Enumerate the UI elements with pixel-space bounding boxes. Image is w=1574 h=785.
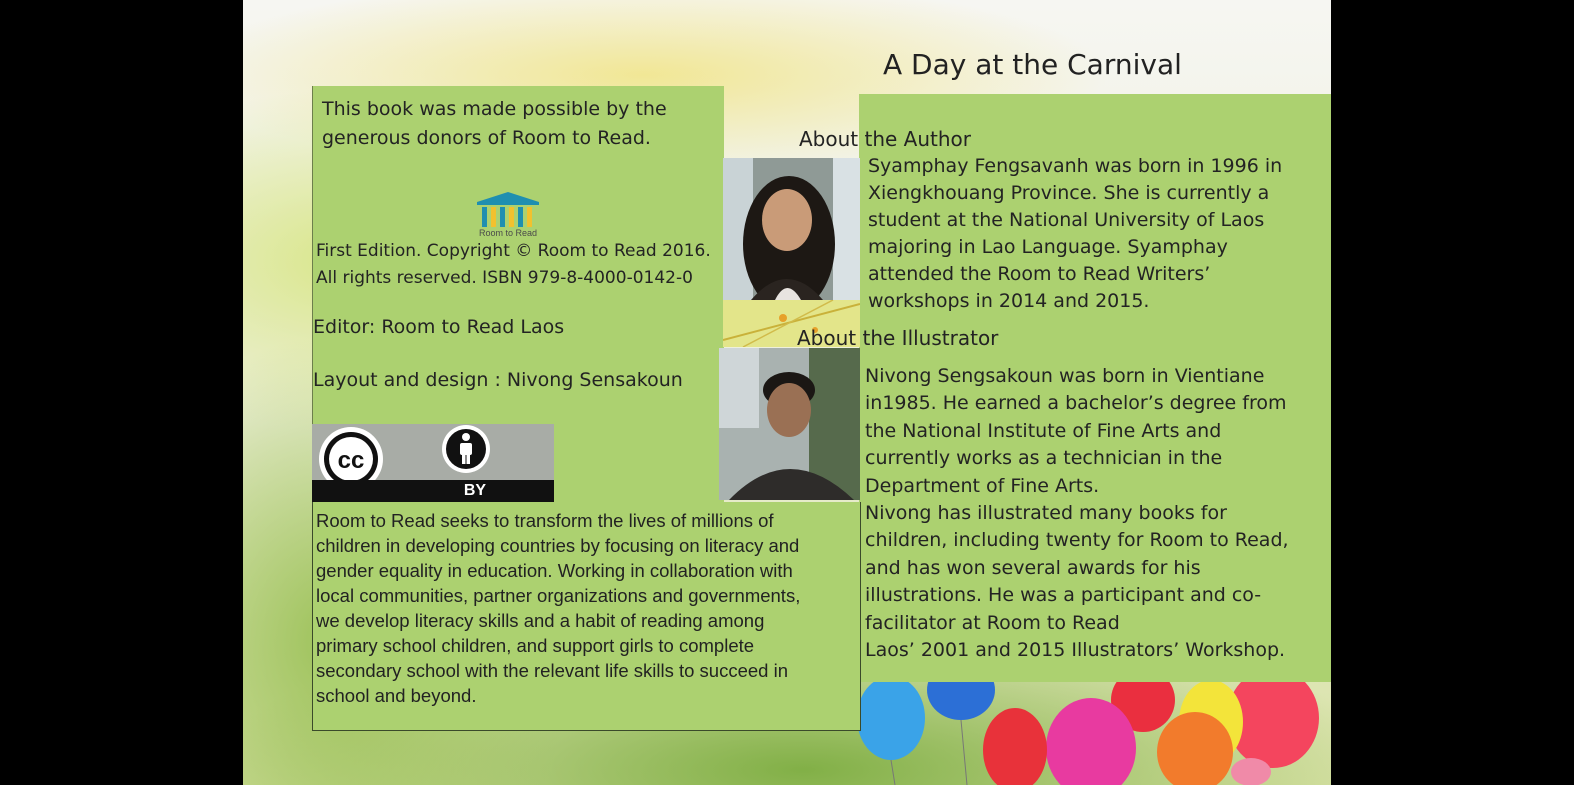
logo-label: Room to Read — [478, 228, 538, 238]
mission-line: children in developing countries by focusing on literacy and — [316, 535, 800, 556]
logo-building-icon — [473, 190, 543, 230]
about-author-heading: About the Author — [799, 127, 972, 151]
illustrator-bio — [865, 363, 1289, 664]
copyright-line-2: All rights reserved. ISBN 979-8-4000-0142-0 — [316, 268, 693, 288]
mission-line: gender equality in education. Working in collaboration with — [316, 560, 793, 581]
layout-credit: Layout and design : Nivong Sensakoun — [313, 369, 683, 391]
illustrator-bio-line: children, including twenty for Room to Read, — [865, 529, 1289, 552]
author-bio-line: Xiengkhouang Province. She is currently a — [868, 182, 1270, 204]
illustrator-bio-line: facilitator at Room to Read — [865, 611, 1120, 634]
illustrator-bio-line: in1985. He earned a bachelor’s degree from — [865, 392, 1287, 415]
illustrator-bio-line: Laos’ 2001 and 2015 Illustrators’ Workshop. — [865, 639, 1286, 662]
copyright-line-1: First Edition. Copyright © Room to Read 2016. — [316, 241, 711, 261]
attribution-person-icon — [440, 424, 492, 476]
author-photo — [723, 158, 860, 300]
illustrator-bio-line: Department of Fine Arts. — [865, 474, 1100, 497]
donors-line-1: This book was made possible by the — [322, 98, 667, 120]
mission-text — [316, 508, 800, 708]
illustrator-photo — [719, 348, 860, 500]
mission-line: we develop literacy skills and a habit of reading among — [316, 610, 765, 631]
cc-by-label: BY — [463, 482, 487, 499]
illustrator-bio-line: illustrations. He was a participant and co- — [865, 584, 1262, 607]
mission-line: Room to Read seeks to transform the lives of millions of — [316, 510, 774, 531]
author-bio-line: student at the National University of Laos — [868, 209, 1265, 231]
book-title: A Day at the Carnival — [883, 48, 1182, 81]
cc-badge-strip — [312, 480, 554, 502]
cc-by-license-badge — [312, 424, 554, 502]
mission-line: primary school children, and support girls to complete — [316, 635, 755, 656]
author-bio-line: workshops in 2014 and 2015. — [868, 290, 1150, 312]
illustrator-bio-line: Nivong Sengsakoun was born in Vientiane — [865, 365, 1265, 387]
mission-line: school and beyond. — [316, 685, 477, 706]
author-bio — [868, 153, 1282, 315]
illustrator-bio-line: the National Institute of Fine Arts and — [865, 419, 1222, 442]
mission-line: secondary school with the relevant life skills to succeed in — [316, 660, 788, 681]
author-bio-line: majoring in Lao Language. Syamphay — [868, 236, 1228, 258]
illustrator-bio-line: and has won several awards for his — [865, 556, 1201, 579]
author-bio-line: Syamphay Fengsavanh was born in 1996 in — [868, 155, 1283, 177]
mission-line: local communities, partner organizations and governments, — [316, 585, 801, 606]
book-page — [243, 0, 1331, 785]
about-illustrator-heading: About the Illustrator — [797, 326, 999, 350]
author-bio-line: attended the Room to Read Writers’ — [868, 263, 1211, 285]
room-to-read-logo — [473, 190, 543, 242]
svg-text:cc: cc — [337, 447, 365, 474]
illustrator-bio-line: currently works as a technician in the — [865, 447, 1223, 470]
editor-credit: Editor: Room to Read Laos — [313, 316, 565, 338]
donors-line-2: generous donors of Room to Read. — [322, 127, 651, 149]
illustrator-bio-line: Nivong has illustrated many books for — [865, 502, 1227, 525]
balloons-illustration — [843, 670, 1331, 785]
